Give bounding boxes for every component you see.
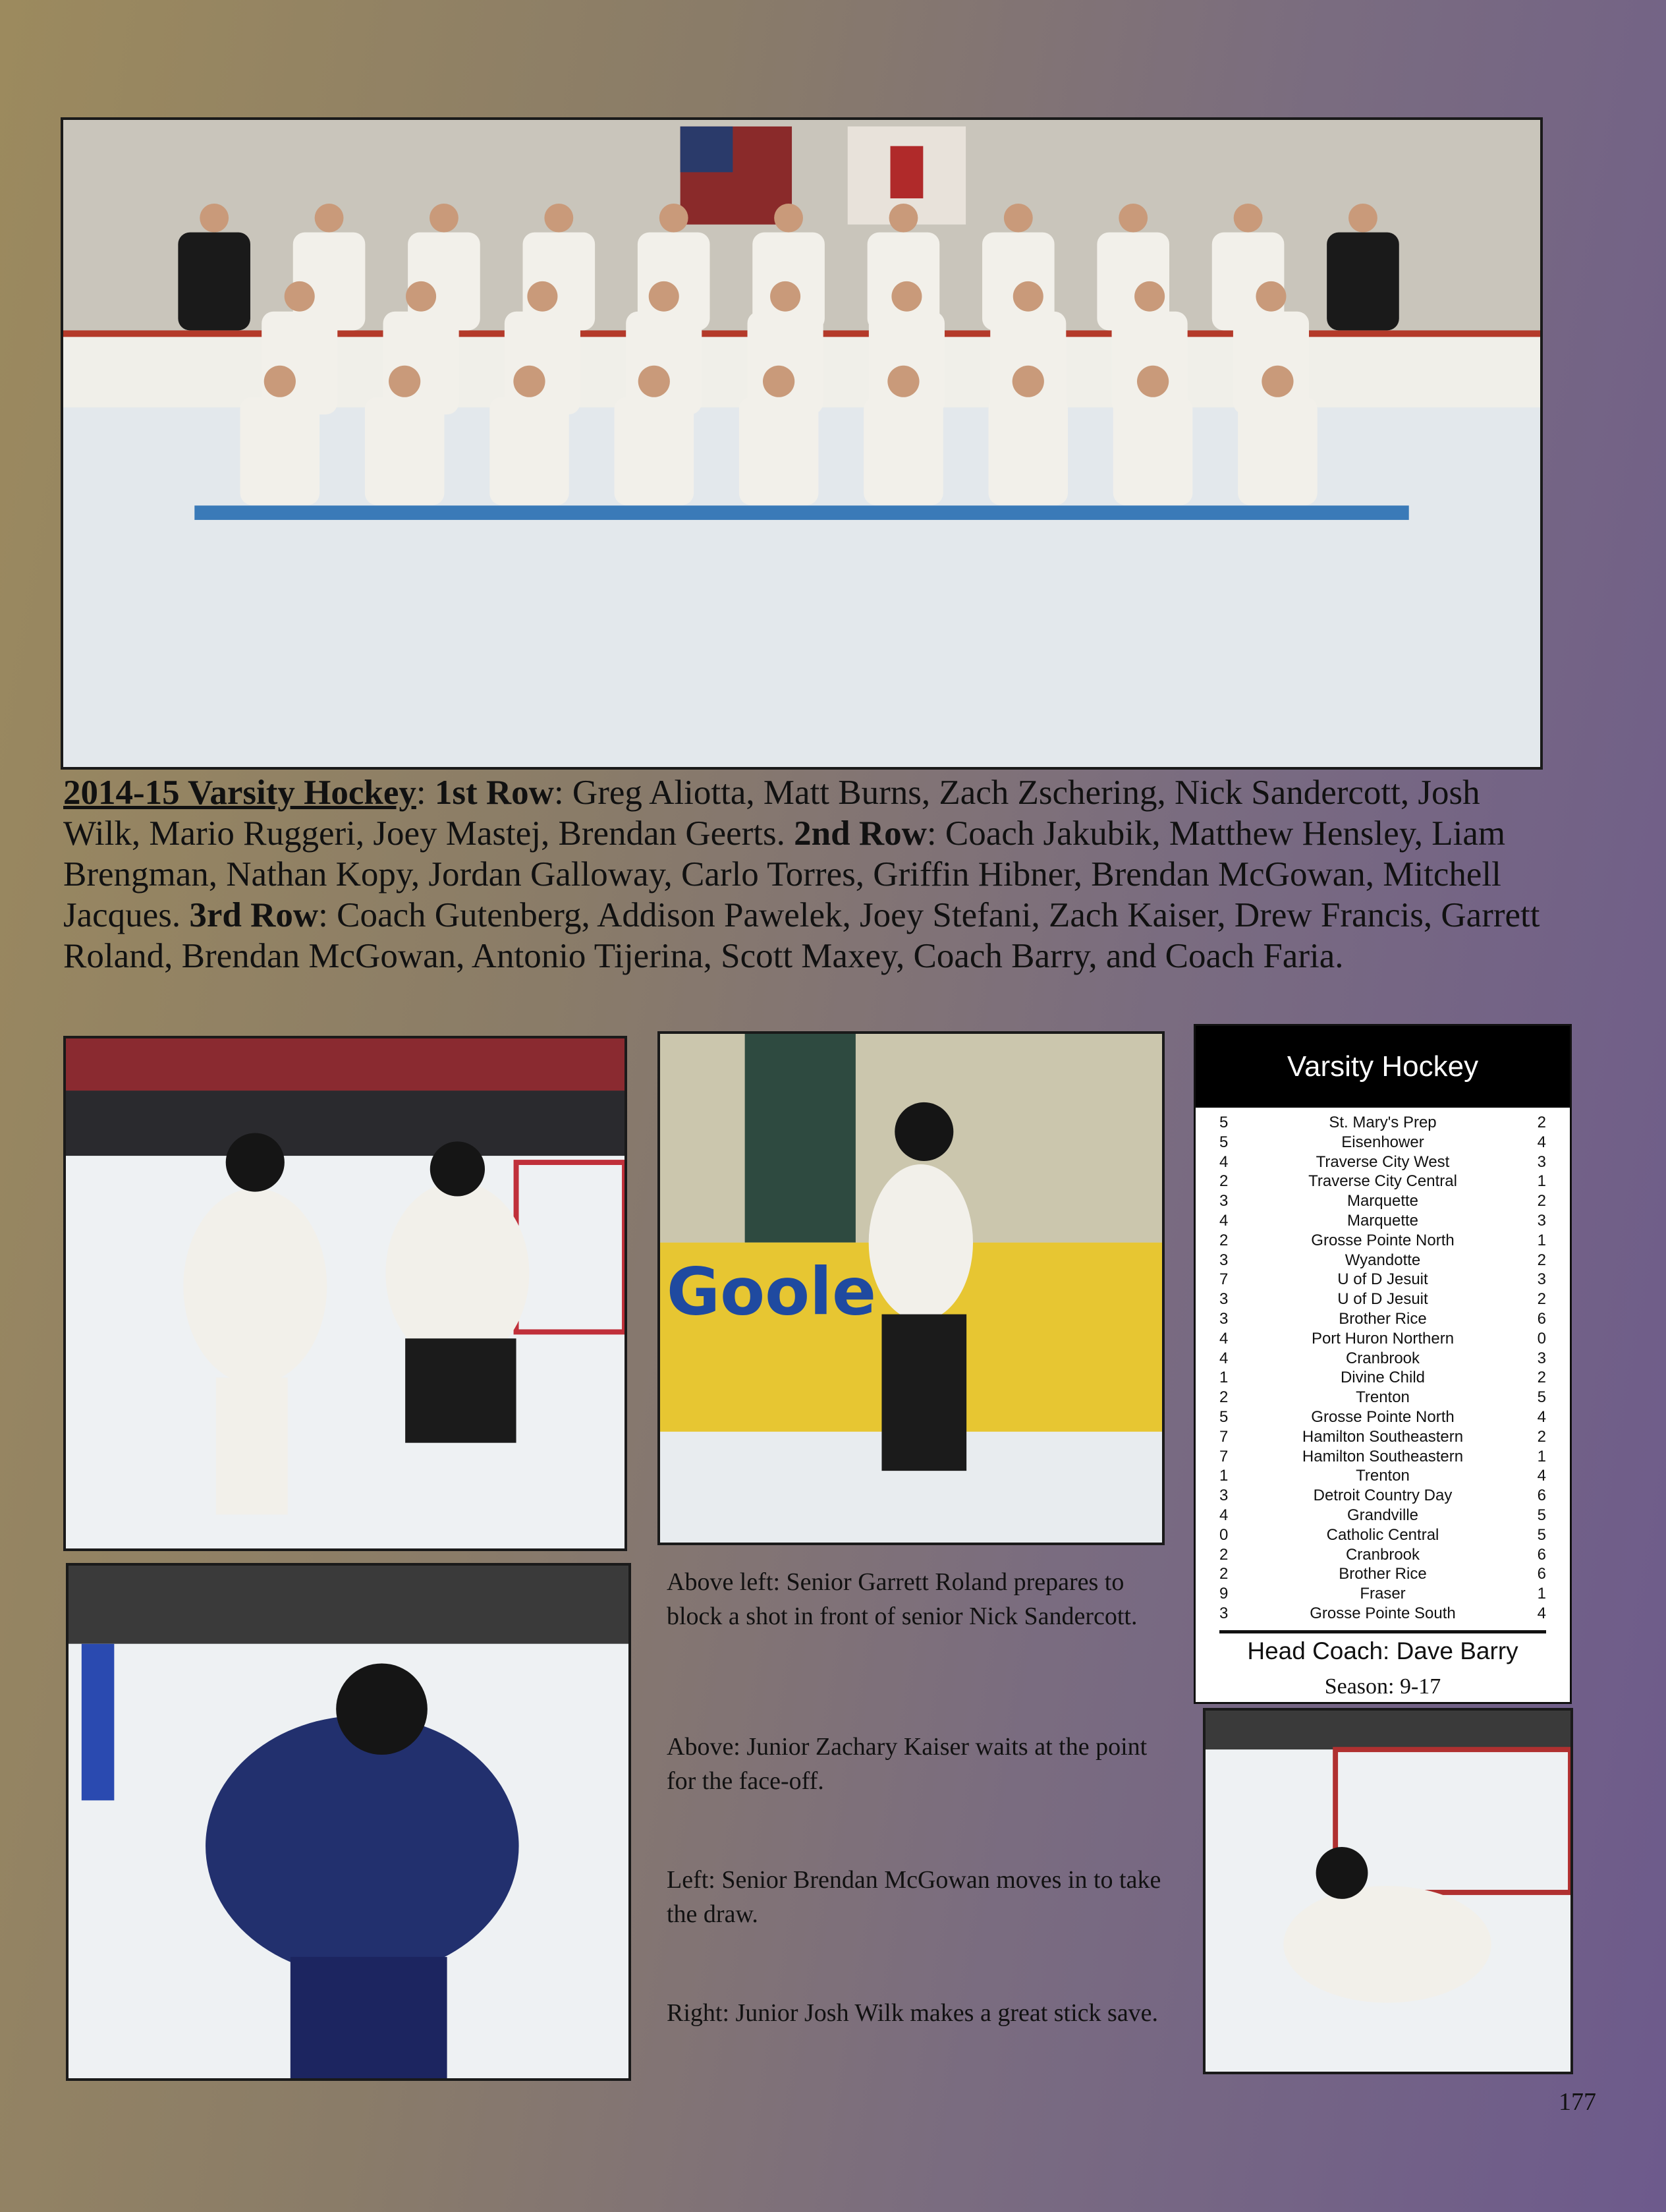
- schedule-row: [1219, 1388, 1546, 1407]
- schedule-row: [1219, 1447, 1546, 1467]
- opponent-name: Grosse Pointe North: [1311, 1231, 1455, 1249]
- opponent-name: Catholic Central: [1326, 1525, 1439, 1544]
- caption-row3-names: : Coach Gutenberg, Addison Pawelek, Joey Stefani, Zach Kaiser, Drew Francis, Garrett Roland, Brendan McGowan, Antonio Tijerina, Scott Maxey, Coach Barry, and Coach Faria.: [63, 896, 1540, 975]
- schedule-row: [1219, 1368, 1546, 1388]
- schedule-row: [1219, 1506, 1546, 1525]
- our-score: 4: [1219, 1211, 1229, 1230]
- opponent-name: Brother Rice: [1339, 1565, 1427, 1583]
- schedule-row: [1219, 1329, 1546, 1349]
- schedule-divider: [1219, 1630, 1546, 1633]
- schedule-list: [1196, 1108, 1570, 1624]
- schedule-title: Varsity Hockey: [1196, 1026, 1570, 1108]
- opponent-name: Traverse City West: [1316, 1152, 1450, 1171]
- schedule-row: [1219, 1172, 1546, 1191]
- our-score: 5: [1219, 1407, 1229, 1426]
- schedule-row: [1219, 1486, 1546, 1506]
- opponent-score: 4: [1537, 1604, 1546, 1622]
- opponent-score: 2: [1537, 1251, 1546, 1269]
- opponent-name: Hamilton Southeastern: [1302, 1427, 1464, 1446]
- opponent-score: 1: [1537, 1231, 1546, 1249]
- our-score: 4: [1219, 1329, 1229, 1347]
- our-score: 4: [1219, 1506, 1229, 1524]
- caption-row1-label: 1st Row: [434, 774, 554, 812]
- opponent-score: 2: [1537, 1114, 1546, 1131]
- caption-row2-names: : Coach Jakubik, Matthew Hensley, Liam Brengman, Nathan Kopy, Jordan Galloway, Carlo Torres, Griffin Hibner, Brendan McGowan, Mitchell Jacques.: [63, 814, 1506, 934]
- schedule-row: [1219, 1191, 1546, 1211]
- schedule-row: [1219, 1604, 1546, 1624]
- opponent-name: Hamilton Southeastern: [1302, 1447, 1464, 1465]
- action-photo-roland: [63, 1036, 627, 1551]
- head-coach: Head Coach: Dave Barry: [1247, 1637, 1518, 1664]
- our-score: 2: [1219, 1545, 1229, 1564]
- opponent-name: Detroit Country Day: [1313, 1487, 1453, 1505]
- opponent-score: 3: [1537, 1152, 1546, 1171]
- our-score: 9: [1219, 1585, 1229, 1603]
- action-photo-wilk: [1203, 1708, 1573, 2074]
- our-score: 4: [1219, 1152, 1229, 1171]
- action-photo-kaiser: [657, 1031, 1165, 1545]
- opponent-name: Trenton: [1356, 1388, 1410, 1407]
- schedule-row: [1219, 1152, 1546, 1172]
- schedule-row: [1219, 1113, 1546, 1133]
- opponent-name: U of D Jesuit: [1337, 1270, 1428, 1289]
- schedule-row: [1219, 1349, 1546, 1369]
- schedule-row: [1219, 1584, 1546, 1604]
- opponent-name: Grandville: [1347, 1506, 1419, 1524]
- schedule-row: [1219, 1231, 1546, 1251]
- team-caption: 2014-15 Varsity Hockey: 1st Row: Greg Aliotta, Matt Burns, Zach Zschering, Nick Sandercott, Josh Wilk, Mario Ruggeri, Joey Mastej, Brendan Geerts. 2nd Row: Coach Jakubik, Matthew Hensley, Liam Brengman, Nathan Kopy, Jordan Galloway, Carlo Torres, Griffin Hibner, Brendan McGowan, Mitchell Jacques. 3rd Row: Coach Gutenberg, Addison Pawelek, Joey Stefani, Zach Kaiser, Drew Francis, Garrett Roland, Brendan McGowan, Antonio Tijerina, Scott Maxey, Coach Barry, and Coach Faria.: [63, 774, 1540, 975]
- opponent-score: 1: [1537, 1447, 1546, 1465]
- our-score: 5: [1219, 1133, 1229, 1151]
- opponent-score: 2: [1537, 1369, 1546, 1387]
- opponent-score: 6: [1537, 1565, 1546, 1583]
- season-record: Season: 9-17: [1324, 1674, 1441, 1699]
- opponent-score: 5: [1537, 1388, 1546, 1407]
- our-score: 3: [1219, 1604, 1229, 1622]
- our-score: 7: [1219, 1270, 1229, 1289]
- opponent-name: Trenton: [1356, 1467, 1410, 1485]
- opponent-name: Eisenhower: [1341, 1133, 1424, 1151]
- our-score: 4: [1219, 1349, 1229, 1367]
- team-photo: [61, 117, 1543, 770]
- our-score: 0: [1219, 1525, 1229, 1544]
- our-score: 7: [1219, 1447, 1229, 1465]
- opponent-name: Cranbrook: [1345, 1349, 1420, 1367]
- opponent-name: Grosse Pointe North: [1311, 1407, 1455, 1426]
- caption-row1-names: : Greg Aliotta, Matt Burns, Zach Zschering, Nick Sandercott, Josh Wilk, Mario Ruggeri, Joey Mastej, Brendan Geerts.: [63, 774, 1480, 853]
- opponent-name: Divine Child: [1340, 1369, 1426, 1387]
- schedule-row: [1219, 1270, 1546, 1290]
- opponent-name: Cranbrook: [1345, 1545, 1420, 1564]
- svg-text:Goole: Goole: [666, 1254, 877, 1330]
- schedule-row: [1219, 1290, 1546, 1309]
- our-score: 3: [1219, 1192, 1229, 1210]
- opponent-name: Brother Rice: [1339, 1309, 1427, 1328]
- schedule-row: [1219, 1564, 1546, 1584]
- opponent-name: St. Mary's Prep: [1329, 1114, 1437, 1131]
- caption-row3-label: 3rd Row: [189, 896, 319, 934]
- our-score: 3: [1219, 1251, 1229, 1269]
- schedule-row: [1219, 1309, 1546, 1329]
- caption-mcgowan: Left: Senior Brendan McGowan moves in to take the draw.: [667, 1866, 1161, 1928]
- opponent-score: 3: [1537, 1270, 1546, 1289]
- schedule-row: [1219, 1211, 1546, 1231]
- opponent-score: 2: [1537, 1290, 1546, 1309]
- opponent-score: 2: [1537, 1192, 1546, 1210]
- caption-kaiser: Above: Junior Zachary Kaiser waits at the point for the face-off.: [667, 1733, 1148, 1795]
- schedule-row: [1219, 1427, 1546, 1447]
- schedule-row: [1219, 1525, 1546, 1545]
- schedule-row: [1219, 1545, 1546, 1565]
- opponent-name: Marquette: [1347, 1192, 1419, 1210]
- opponent-name: Fraser: [1360, 1585, 1406, 1603]
- schedule-row: [1219, 1466, 1546, 1486]
- caption-roland: Above left: Senior Garrett Roland prepares to block a shot in front of senior Nick Sandercott.: [667, 1568, 1138, 1630]
- caption-wilk: Right: Junior Josh Wilk makes a great stick save.: [667, 1999, 1159, 2027]
- our-score: 7: [1219, 1427, 1229, 1446]
- caption-heading: 2014-15 Varsity Hockey: [63, 774, 416, 812]
- caption-row2-label: 2nd Row: [794, 814, 927, 853]
- our-score: 3: [1219, 1309, 1229, 1328]
- schedule-row: [1219, 1133, 1546, 1152]
- opponent-score: 4: [1537, 1467, 1546, 1485]
- opponent-name: Wyandotte: [1345, 1251, 1421, 1269]
- opponent-score: 5: [1537, 1506, 1546, 1524]
- opponent-score: 4: [1537, 1133, 1546, 1151]
- opponent-score: 2: [1537, 1427, 1546, 1446]
- opponent-score: 3: [1537, 1349, 1546, 1367]
- our-score: 2: [1219, 1172, 1229, 1191]
- opponent-score: 6: [1537, 1545, 1546, 1564]
- opponent-score: 1: [1537, 1172, 1546, 1191]
- action-photo-mcgowan: [66, 1563, 631, 2081]
- our-score: 2: [1219, 1231, 1229, 1249]
- opponent-score: 0: [1537, 1329, 1546, 1347]
- opponent-name: U of D Jesuit: [1337, 1290, 1428, 1309]
- opponent-name: Port Huron Northern: [1311, 1329, 1455, 1347]
- opponent-name: Grosse Pointe South: [1310, 1604, 1456, 1622]
- our-score: 2: [1219, 1388, 1229, 1407]
- schedule-row: [1219, 1251, 1546, 1270]
- our-score: 5: [1219, 1114, 1229, 1131]
- schedule-row: [1219, 1407, 1546, 1427]
- our-score: 1: [1219, 1369, 1229, 1387]
- opponent-name: Traverse City Central: [1308, 1172, 1457, 1191]
- our-score: 2: [1219, 1565, 1229, 1583]
- schedule-box: [1194, 1024, 1572, 1704]
- page-number: 177: [1559, 2088, 1596, 2116]
- opponent-score: 3: [1537, 1211, 1546, 1230]
- opponent-score: 6: [1537, 1487, 1546, 1505]
- opponent-name: Marquette: [1347, 1211, 1419, 1230]
- our-score: 3: [1219, 1487, 1229, 1505]
- our-score: 1: [1219, 1467, 1229, 1485]
- opponent-score: 1: [1537, 1585, 1546, 1603]
- opponent-score: 5: [1537, 1525, 1546, 1544]
- our-score: 3: [1219, 1290, 1229, 1309]
- opponent-score: 4: [1537, 1407, 1546, 1426]
- opponent-score: 6: [1537, 1309, 1546, 1328]
